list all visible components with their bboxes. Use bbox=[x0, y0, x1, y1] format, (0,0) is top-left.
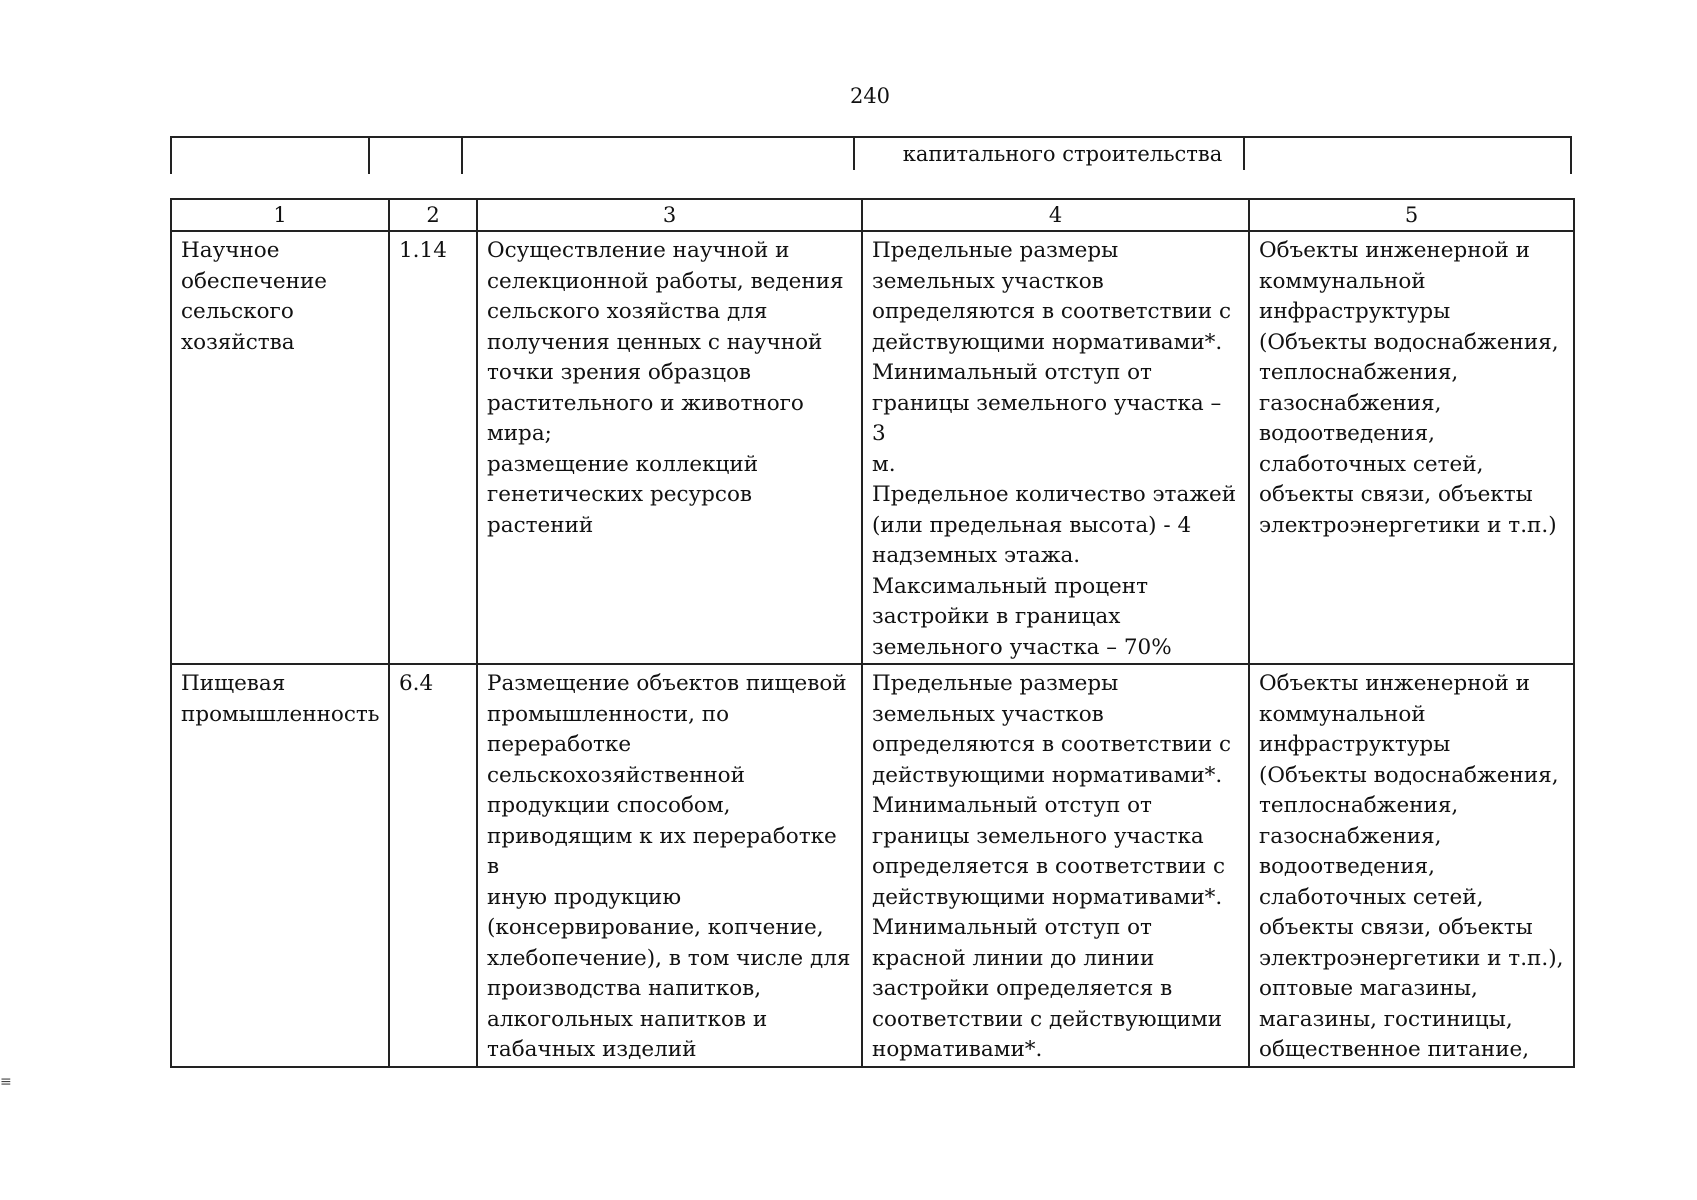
use-type-code: 1.14 bbox=[389, 231, 477, 664]
auxiliary-objects: Объекты инженерной и коммунальной инфраструктуры (Объекты водоснабжения, теплоснабжения, газоснабжения, водоотведения, слаботочных сетей, объекты связи, объекты электроэнергетики и т.п.), оптовые магазины, магазины, гостиницы, общественное питание, bbox=[1249, 664, 1574, 1067]
page-number: 240 bbox=[849, 84, 891, 108]
fragment-divider bbox=[170, 138, 172, 174]
table-row bbox=[171, 231, 1574, 664]
scan-edge-mark: ≡ bbox=[0, 1074, 12, 1090]
column-number: 4 bbox=[862, 199, 1249, 231]
use-type-description: Размещение объектов пищевой промышленности, по переработке сельскохозяйственной продукции способом, приводящим к их переработке в иную продукцию (консервирование, копчение, хлебопечение), в том числе для производства напитков, алкогольных напитков и табачных изделий bbox=[477, 664, 862, 1067]
column-number: 1 bbox=[171, 199, 389, 231]
fragment-divider bbox=[368, 138, 370, 174]
construction-parameters: Предельные размеры земельных участков определяются в соответствии с действующими нормативами*. Минимальный отступ от границы земельного участка – 3 м. Предельное количество этажей (или предельная высота) - 4 надземных этажа. Максимальный процент застройки в границах земельного участка – 70% bbox=[862, 231, 1249, 664]
column-number: 2 bbox=[389, 199, 477, 231]
use-type-description: Осуществление научной и селекционной работы, ведения сельского хозяйства для получения ценных с научной точки зрения образцов растительного и животного мира; размещение коллекций генетических ресурсов растений bbox=[477, 231, 862, 664]
fragment-text: капитального строительства bbox=[902, 142, 1223, 166]
auxiliary-objects: Объекты инженерной и коммунальной инфраструктуры (Объекты водоснабжения, теплоснабжения, газоснабжения, водоотведения, слаботочных сетей, объекты связи, объекты электроэнергетики и т.п.) bbox=[1249, 231, 1574, 664]
fragment-divider bbox=[853, 138, 855, 170]
column-number: 3 bbox=[477, 199, 862, 231]
table-row bbox=[171, 664, 1574, 1067]
use-type-name: Пищевая промышленность bbox=[171, 664, 389, 1067]
use-type-code: 6.4 bbox=[389, 664, 477, 1067]
use-type-name: Научное обеспечение сельского хозяйства bbox=[171, 231, 389, 664]
construction-parameters: Предельные размеры земельных участков определяются в соответствии с действующими нормативами*. Минимальный отступ от границы земельного участка определяется в соответствии с действующими нормативами*. Минимальный отступ от красной линии до линии застройки определяется в соответствии с действующими нормативами*. bbox=[862, 664, 1249, 1067]
column-number-row bbox=[171, 199, 1574, 231]
column-number: 5 bbox=[1249, 199, 1574, 231]
continued-table-fragment bbox=[170, 136, 1572, 174]
fragment-divider bbox=[1570, 138, 1572, 174]
land-use-table bbox=[170, 198, 1575, 1068]
fragment-divider bbox=[461, 138, 463, 174]
